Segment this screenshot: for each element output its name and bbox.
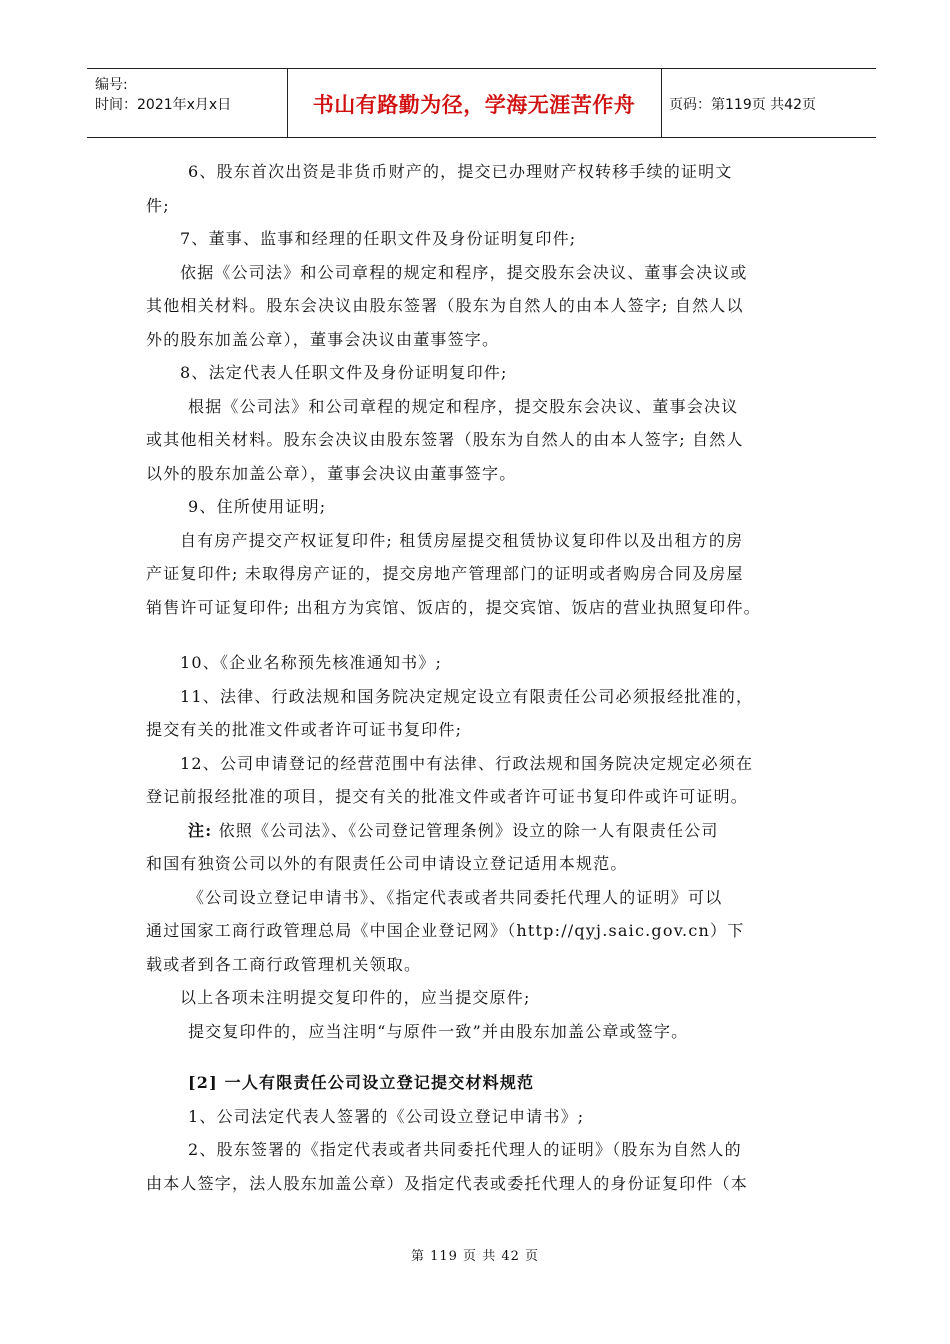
- text-line: 7、董事、监事和经理的任职文件及身份证明复印件;: [180, 229, 577, 248]
- text-line: 产证复印件; 未取得房产证的，提交房地产管理部门的证明或者购房合同及房屋: [146, 564, 744, 583]
- header-time: 时间：2021年x月x日: [95, 97, 232, 113]
- text-line: 《公司设立登记申请书》、《指定代表或者共同委托代理人的证明》可以: [188, 887, 723, 907]
- paragraph-gap: [146, 1048, 826, 1066]
- text-line: 依据《公司法》和公司章程的规定和程序，提交股东会决议、董事会决议或: [180, 262, 748, 282]
- paragraph-gap: [146, 624, 826, 646]
- document-body: [146, 155, 826, 1200]
- text-line: 外的股东加盖公章），董事会决议由董事签字。: [146, 329, 500, 349]
- header-motto: 书山有路勤为径，学海无涯苦作舟: [312, 93, 636, 117]
- header-number: 编号:: [95, 77, 128, 93]
- page-footer: 第 119 页 共 42 页: [410, 1249, 540, 1264]
- text-line: 11、法律、行政法规和国务院决定规定设立有限责任公司必须报经批准的，: [180, 686, 754, 706]
- text-line: 9、住所使用证明;: [188, 497, 327, 516]
- text-line: 件;: [146, 195, 170, 215]
- note-text: 依照《公司法》、《公司登记管理条例》设立的除一人有限责任公司: [212, 820, 719, 840]
- header-divider-right: [661, 69, 662, 137]
- text-line: 销售许可证复印件; 出租方为宾馆、饭店的，提交宾馆、饭店的营业执照复印件。: [146, 597, 761, 617]
- text-line: 12、公司申请登记的经营范围中有法律、行政法规和国务院决定规定必须在: [180, 753, 754, 773]
- text-line: 以外的股东加盖公章），董事会决议由董事签字。: [146, 463, 517, 483]
- note-label: 注:: [188, 820, 213, 840]
- text-line: 自有房产提交产权证复印件; 租赁房屋提交租赁协议复印件以及出租方的房: [180, 530, 744, 550]
- header-page-info: 页码：第119页 共42页: [669, 97, 816, 113]
- text-line: 由本人签字，法人股东加盖公章）及指定代表或委托代理人的身份证复印件（本: [146, 1173, 749, 1193]
- text-line: 登记前报经批准的项目，提交有关的批准文件或者许可证书复印件或许可证明。: [146, 787, 749, 806]
- text-line: 根据《公司法》和公司章程的规定和程序，提交股东会决议、董事会决议: [188, 396, 739, 416]
- text-line: 2、股东签署的《指定代表或者共同委托代理人的证明》（股东为自然人的: [188, 1140, 742, 1159]
- text-line: 10、《企业名称预先核准通知书》;: [180, 653, 443, 672]
- text-line: 载或者到各工商行政管理机关领取。: [146, 954, 422, 974]
- text-line: 以上各项未注明提交复印件的，应当提交原件;: [180, 988, 531, 1007]
- text-line: 或其他相关材料。股东会决议由股东签署（股东为自然人的由本人签字; 自然人: [146, 430, 744, 449]
- text-line: 提交复印件的，应当注明“与原件一致”并由股东加盖公章或签字。: [188, 1021, 689, 1041]
- text-line: 通过国家工商行政管理总局《中国企业登记网》（http://qyj.saic.gov.cn）下: [146, 921, 745, 940]
- text-line: 6、股东首次出资是非货币财产的，提交已办理财产权转移手续的证明文: [188, 162, 733, 181]
- text-line: 其他相关材料。股东会决议由股东签署（股东为自然人的由本人签字; 自然人以: [146, 296, 744, 315]
- text-line: 提交有关的批准文件或者许可证书复印件;: [146, 720, 463, 739]
- text-line: 1、公司法定代表人签署的《公司设立登记申请书》;: [188, 1106, 585, 1126]
- note-line: [146, 814, 826, 848]
- page-header: [87, 68, 876, 138]
- header-meta: [95, 75, 231, 115]
- section-heading: [2] 一人有限责任公司设立登记提交材料规范: [188, 1073, 535, 1092]
- text-line: 8、法定代表人任职文件及身份证明复印件;: [180, 363, 508, 382]
- text-line: 和国有独资公司以外的有限责任公司申请设立登记适用本规范。: [146, 854, 628, 873]
